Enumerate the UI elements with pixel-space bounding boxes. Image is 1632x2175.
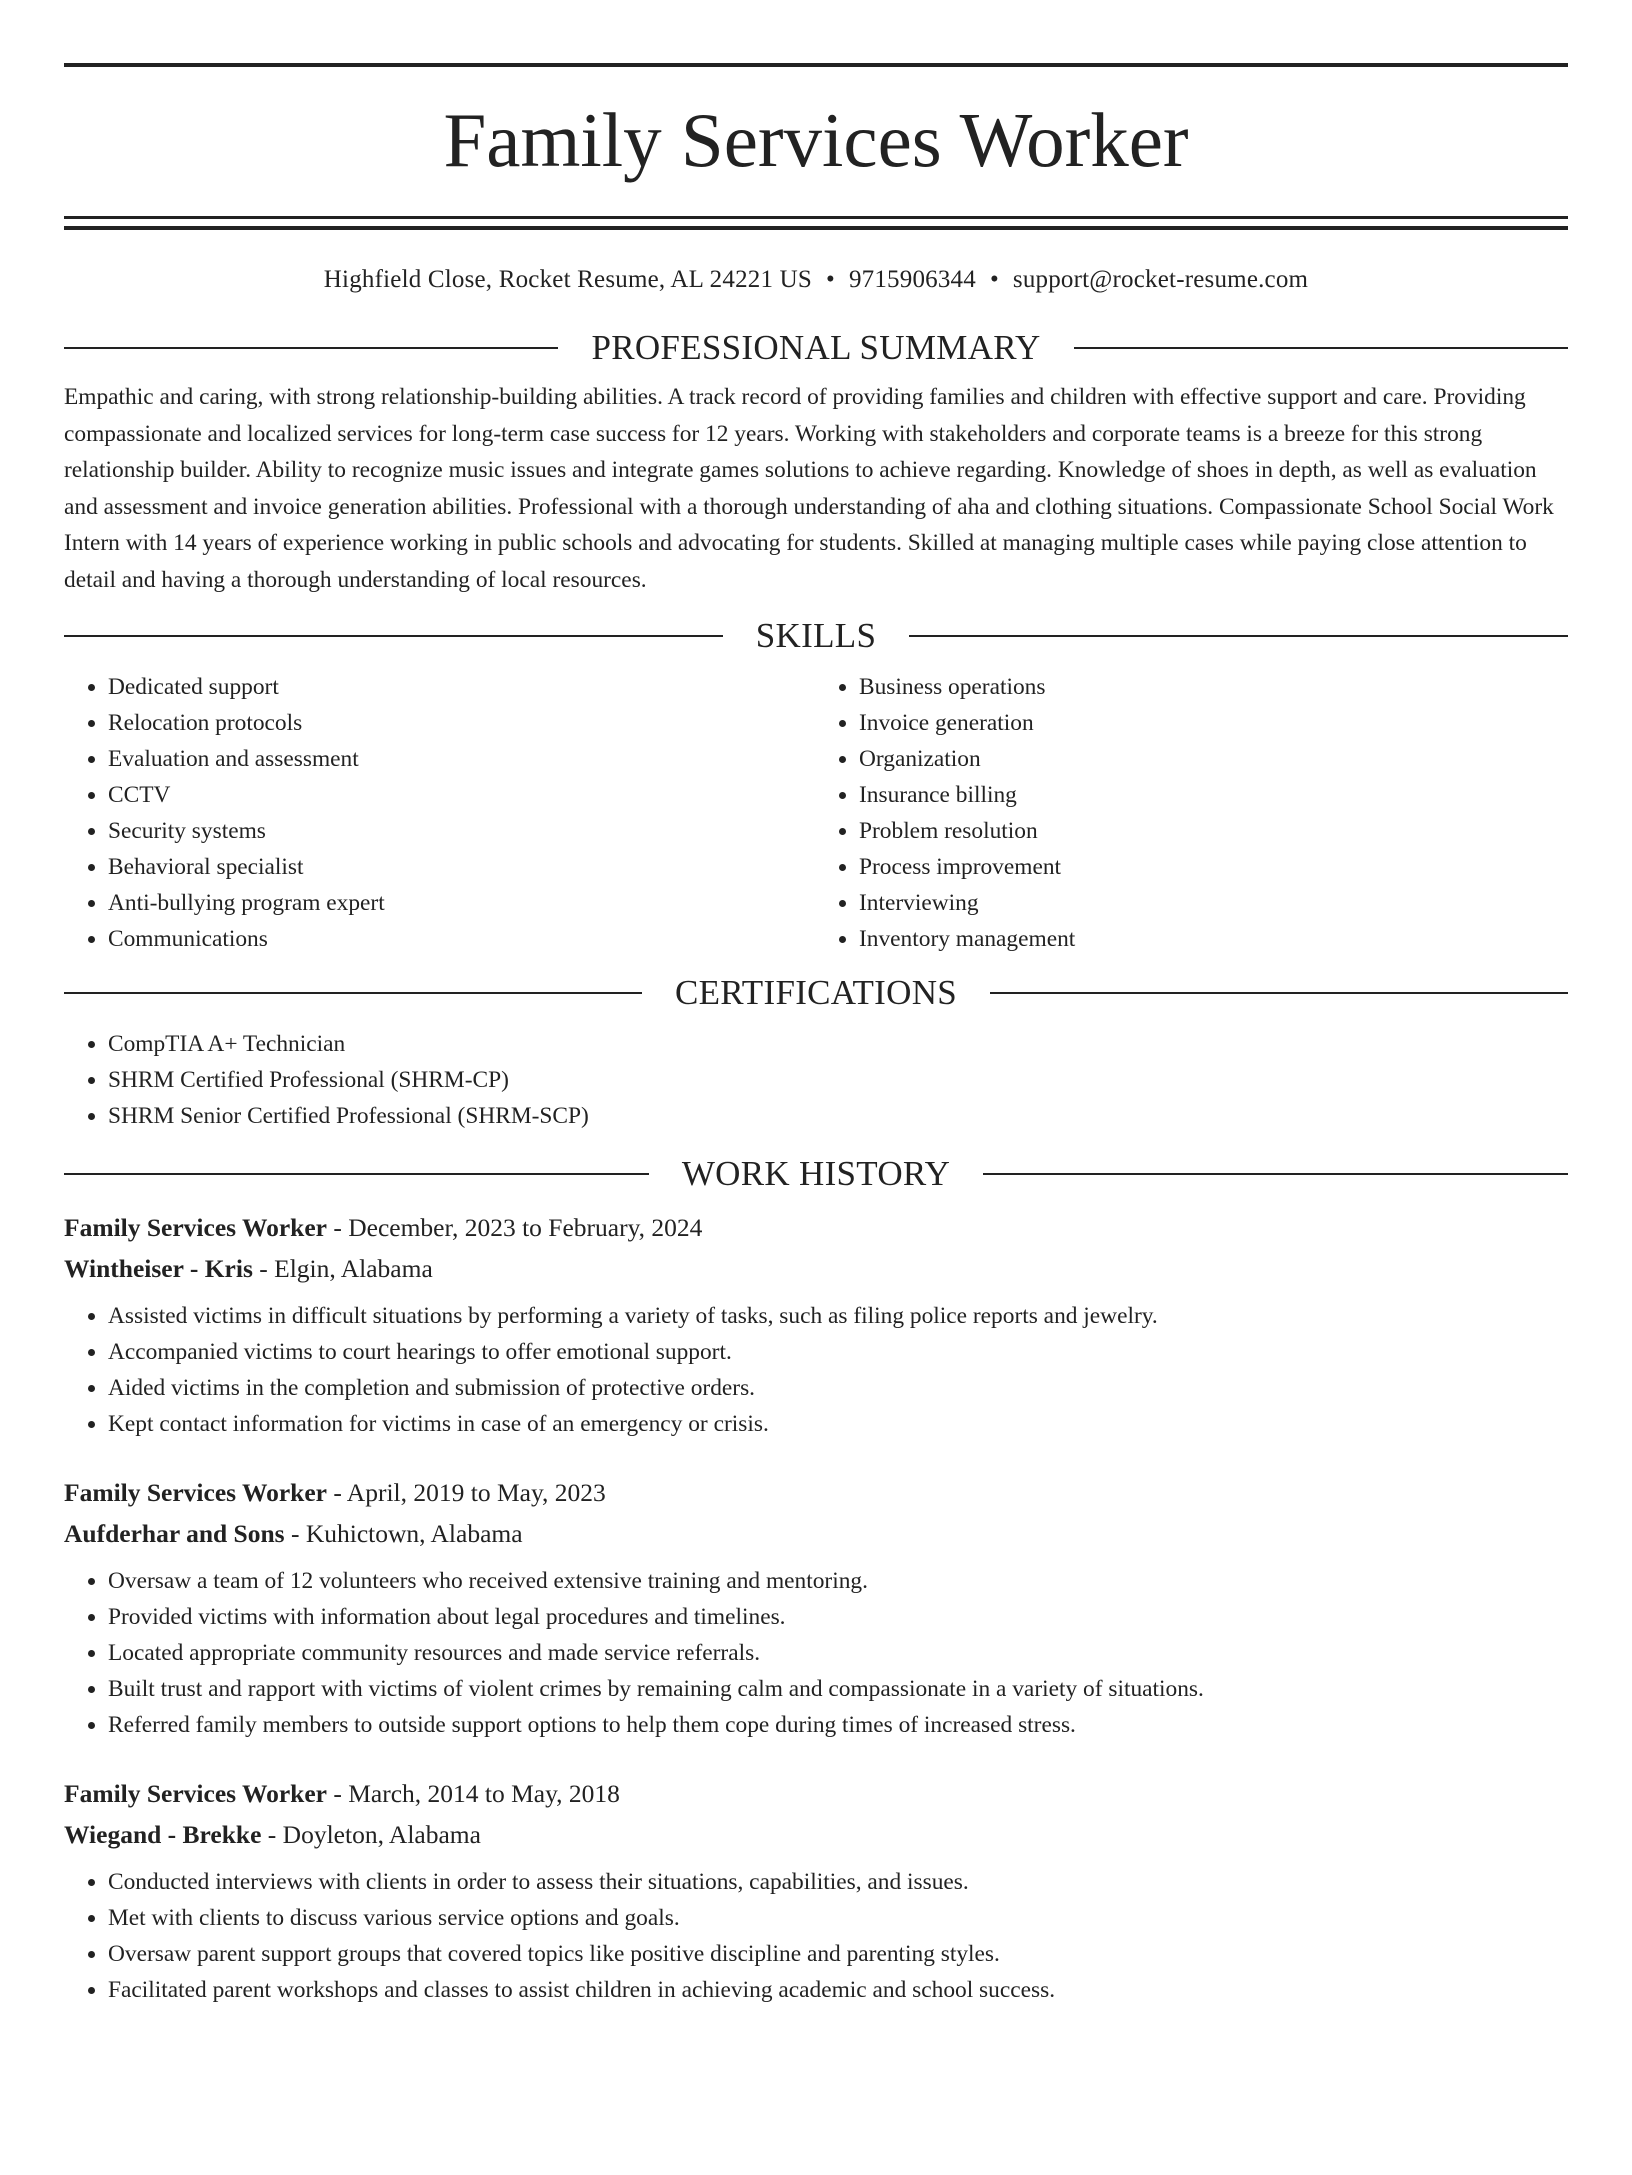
job-location: - Elgin, Alabama [252, 1253, 433, 1283]
list-item: • SHRM Certified Professional (SHRM-CP) [108, 1062, 1568, 1098]
job-company: Wiegand - Brekke [64, 1819, 262, 1849]
heading-rule-left [64, 347, 558, 349]
title-double-rule [64, 216, 1568, 230]
list-item: • Invoice generation [859, 705, 1568, 741]
job-entry [64, 1215, 1568, 1442]
list-item: • Anti-bullying program expert [108, 885, 817, 921]
job-company-line [64, 1253, 1568, 1283]
job-company-line [64, 1518, 1568, 1548]
list-item: • Facilitated parent workshops and classes to assist children in achieving academic and school success. [108, 1972, 1568, 2008]
contact-separator: • [826, 266, 835, 293]
list-item: • Behavioral specialist [108, 849, 817, 885]
job-entry [64, 1480, 1568, 1743]
list-item: • Oversaw a team of 12 volunteers who received extensive training and mentoring. [108, 1563, 1568, 1599]
list-item: • SHRM Senior Certified Professional (SHRM-SCP) [108, 1098, 1568, 1134]
contact-address: Highfield Close, Rocket Resume, AL 24221 US [323, 266, 812, 293]
heading-rule-right [1074, 347, 1568, 349]
skills-grid [64, 669, 1568, 957]
list-item: • Interviewing [859, 885, 1568, 921]
list-item: • Security systems [108, 813, 817, 849]
list-item: • Referred family members to outside support options to help them cope during times of increased stress. [108, 1707, 1568, 1743]
list-item: • Located appropriate community resources and made service referrals. [108, 1635, 1568, 1671]
job-title: Family Services Worker [64, 1478, 327, 1507]
contact-separator: • [989, 266, 999, 293]
work-heading-label: WORK HISTORY [681, 1154, 951, 1193]
list-item: • Oversaw parent support groups that covered topics like positive discipline and parenting styles. [108, 1936, 1568, 1972]
job-company: Aufderhar and Sons [64, 1518, 285, 1548]
job-title-line [64, 1480, 1568, 1506]
certifications-heading-label: CERTIFICATIONS [674, 973, 958, 1012]
job-title: Family Services Worker [64, 1213, 327, 1242]
list-item: • Business operations [859, 669, 1568, 705]
certifications-heading [64, 975, 1568, 1010]
job-bullets [64, 1563, 1568, 1743]
list-item: • Aided victims in the completion and submission of protective orders. [108, 1370, 1568, 1406]
job-entry [64, 1781, 1568, 2008]
page-title: Family Services Worker [443, 97, 1189, 183]
job-dates: - December, 2023 to February, 2024 [326, 1213, 703, 1242]
heading-rule-left [64, 992, 642, 994]
heading-rule-right [909, 635, 1568, 637]
heading-rule-right [983, 1173, 1568, 1175]
job-bullets [64, 1298, 1568, 1442]
list-item: • Provided victims with information about legal procedures and timelines. [108, 1599, 1568, 1635]
skills-right-list [817, 669, 1568, 957]
list-item: • CCTV [108, 777, 817, 813]
heading-rule-right [990, 992, 1568, 994]
list-item: • Relocation protocols [108, 705, 817, 741]
job-location: - Doyleton, Alabama [261, 1819, 481, 1849]
job-title: Family Services Worker [64, 1779, 327, 1808]
job-bullets [64, 1864, 1568, 2008]
job-title-line [64, 1781, 1568, 1807]
list-item: • Problem resolution [859, 813, 1568, 849]
list-item: • Insurance billing [859, 777, 1568, 813]
job-company-line [64, 1819, 1568, 1849]
list-item: • Inventory management [859, 921, 1568, 957]
summary-text: Empathic and caring, with strong relationship-building abilities. A track record of providing families and children with effective support and care. Providing compassionate and localized services for long-term case success for 12 years. Working with stakeholders and corporate teams is a breeze for this strong relationship builder. Ability to recognize music issues and integrate games solutions to achieve regarding. Knowledge of shoes in depth, as well as evaluation and assessment and invoice generation abilities. Professional with a thorough understanding of aha and clothing situations. Compassionate School Social Work Intern with 14 years of experience working in public schools and advocating for students. Skilled at managing multiple cases while paying close attention to detail and having a thorough understanding of local resources. [64, 384, 1554, 593]
list-item: • Conducted interviews with clients in order to assess their situations, capabilities, and issues. [108, 1864, 1568, 1900]
list-item: • Communications [108, 921, 817, 957]
summary-heading [64, 330, 1568, 365]
contact-phone: 9715906344 [848, 266, 976, 293]
job-dates: - March, 2014 to May, 2018 [326, 1779, 620, 1808]
list-item: • Accompanied victims to court hearings to offer emotional support. [108, 1334, 1568, 1370]
list-item: • Process improvement [859, 849, 1568, 885]
list-item: • Met with clients to discuss various service options and goals. [108, 1900, 1568, 1936]
list-item: • Kept contact information for victims in case of an emergency or crisis. [108, 1406, 1568, 1442]
resume-page [0, 63, 1632, 2175]
job-dates: - April, 2019 to May, 2023 [326, 1478, 606, 1507]
summary-heading-label: PROFESSIONAL SUMMARY [591, 328, 1041, 367]
list-item: • Organization [859, 741, 1568, 777]
job-company: Wintheiser - Kris [64, 1253, 253, 1283]
skills-heading [64, 618, 1568, 653]
skills-heading-label: SKILLS [755, 616, 877, 655]
list-item: • Dedicated support [108, 669, 817, 705]
job-title-line [64, 1215, 1568, 1241]
list-item: • Evaluation and assessment [108, 741, 817, 777]
certifications-list [64, 1026, 1568, 1134]
skills-left-list [64, 669, 817, 957]
work-heading [64, 1156, 1568, 1191]
heading-rule-left [64, 1173, 649, 1175]
list-item: • Assisted victims in difficult situations by performing a variety of tasks, such as filing police reports and jewelry. [108, 1298, 1568, 1334]
heading-rule-left [64, 635, 723, 637]
job-location: - Kuhictown, Alabama [284, 1518, 523, 1548]
list-item: • CompTIA A+ Technician [108, 1026, 1568, 1062]
contact-line [64, 267, 1568, 292]
list-item: • Built trust and rapport with victims of violent crimes by remaining calm and compassionate in a variety of situations. [108, 1671, 1568, 1707]
contact-email: support@rocket-resume.com [1012, 266, 1309, 293]
